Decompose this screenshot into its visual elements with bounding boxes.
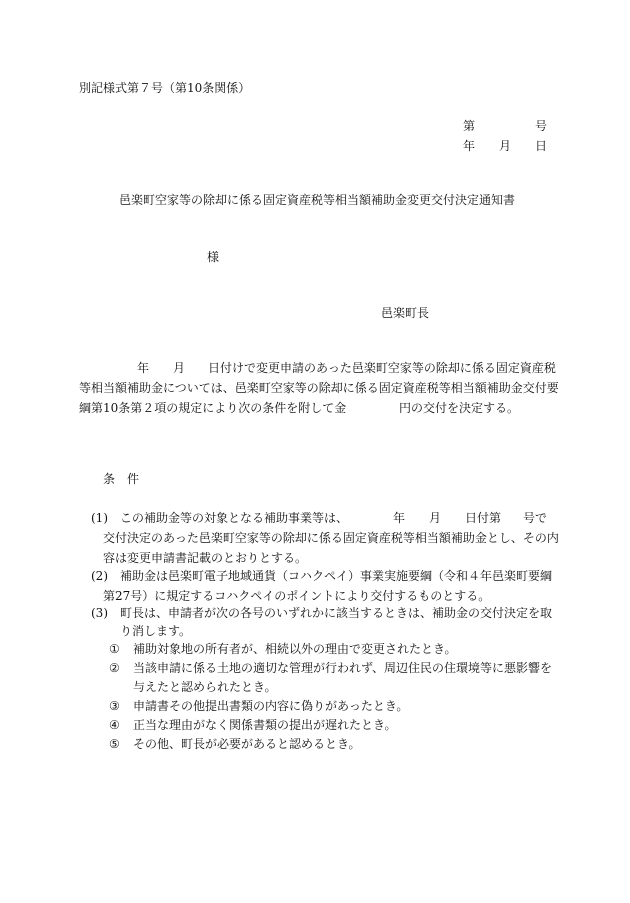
subitem-2-text: 当該申請に係る土地の適切な管理が行われず、周辺住民の住環境等に悪影響を bbox=[133, 661, 553, 675]
condition-1-month: 月 bbox=[429, 511, 442, 525]
subitem-1-num: ① bbox=[109, 642, 120, 656]
subitem-3-num: ③ bbox=[109, 699, 120, 713]
subitem-4-text: 正当な理由がなく関係書類の提出が遅れたとき。 bbox=[133, 718, 397, 732]
condition-2-num: (2) bbox=[91, 569, 108, 583]
condition-1-line1: この補助金等の対象となる補助事業等は、 bbox=[120, 511, 349, 525]
document-title: 邑楽町空家等の除却に係る固定資産税等相当額補助金変更交付決定通知書 bbox=[119, 193, 516, 207]
subitem-5-num: ⑤ bbox=[109, 737, 120, 751]
body-line1: 日付けで変更申請のあった邑楽町空家等の除却に係る固定資産税 bbox=[208, 361, 556, 375]
condition-3-num: (3) bbox=[91, 606, 108, 620]
body-month: 月 bbox=[173, 361, 186, 375]
subitem-5-text: その他、町長が必要があると認めるとき。 bbox=[133, 737, 361, 751]
date-year: 年 bbox=[463, 139, 476, 153]
number-suffix: 号 bbox=[535, 119, 548, 133]
condition-1-year: 年 bbox=[393, 511, 406, 525]
condition-1-no: 号で bbox=[523, 511, 548, 525]
subitem-2-text2: 与えたと認められたとき。 bbox=[133, 680, 277, 694]
condition-2-line1: 補助金は邑楽町電子地域通貨（コハクペイ）事業実施要綱（令和４年邑楽町要綱 bbox=[120, 569, 553, 583]
body-line2: 等相当額補助金については、邑楽町空家等の除却に係る固定資産税等相当額補助金交付要 bbox=[79, 381, 559, 395]
subitem-3-text: 申請書その他提出書類の内容に偽りがあったとき。 bbox=[133, 699, 409, 713]
body-line3-b: 円の交付を決定する。 bbox=[399, 401, 520, 415]
date-day: 日 bbox=[535, 139, 548, 153]
condition-1-num: (1) bbox=[91, 511, 108, 525]
subitem-4-num: ④ bbox=[109, 718, 120, 732]
subitem-2-num: ② bbox=[109, 661, 120, 675]
condition-1-line2: 交付決定のあった邑楽町空家等の除却に係る固定資産税等相当額補助金とし、その内 bbox=[103, 531, 559, 545]
condition-3-line2: り消します。 bbox=[120, 624, 192, 638]
conditions-heading: 条 件 bbox=[103, 472, 140, 486]
issuer-name: 邑楽町長 bbox=[381, 306, 430, 320]
condition-1-line3: 容は変更申請書記載のとおりとする。 bbox=[103, 551, 308, 565]
form-label: 別記様式第７号（第10条関係） bbox=[79, 81, 251, 95]
subitem-1-text: 補助対象地の所有者が、相続以外の理由で変更されたとき。 bbox=[133, 642, 457, 656]
number-prefix: 第 bbox=[463, 119, 476, 133]
condition-1-day: 日付第 bbox=[465, 511, 502, 525]
condition-3-line1: 町長は、申請者が次の各号のいずれかに該当するときは、補助金の交付決定を取 bbox=[120, 606, 553, 620]
body-year: 年 bbox=[137, 361, 150, 375]
condition-2-line2: 第27号）に規定するコハクペイのポイントにより交付するものとする。 bbox=[103, 589, 491, 603]
body-line3-a: 綱第10条第２項の規定により次の条件を附して金 bbox=[79, 401, 347, 415]
addressee-suffix: 様 bbox=[207, 250, 220, 264]
date-month: 月 bbox=[499, 139, 512, 153]
